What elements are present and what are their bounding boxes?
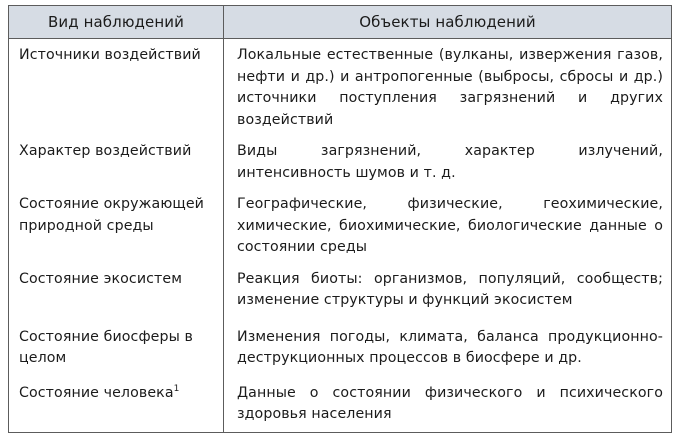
cell-objects: Изменения погоды, климата, баланса продукционно-деструкционных процессов в биосфере и др. — [224, 321, 672, 377]
table-row — [9, 321, 672, 377]
cell-kind: Состояние биосферы в целом — [9, 321, 224, 377]
table-row — [9, 135, 672, 188]
cell-objects: Локальные естественные (вулканы, извержения газов, нефти и др.) и антропогенные (выбросы, сбросы и др.) источники поступления загрязнений и других воздействий — [224, 39, 672, 136]
observations-table — [8, 5, 672, 433]
cell-kind-text: Состояние человека — [19, 384, 174, 401]
cell-objects: Географические, физические, геохимические, химические, биохимические, биологические данные о состоянии среды — [224, 188, 672, 263]
cell-kind: Состояние экосистем — [9, 263, 224, 321]
table-row — [9, 39, 672, 136]
footnote-marker: 1 — [173, 383, 180, 394]
cell-kind — [9, 377, 224, 433]
table-header-row — [9, 6, 672, 39]
table-row — [9, 188, 672, 263]
table-row — [9, 377, 672, 433]
column-header-objects: Объекты наблюдений — [224, 6, 672, 39]
cell-objects: Реакция биоты: организмов, популяций, сообществ; изменение структуры и функций экосистем — [224, 263, 672, 321]
cell-kind: Характер воздействий — [9, 135, 224, 188]
cell-kind: Источники воздействий — [9, 39, 224, 136]
cell-kind: Состояние окружающей природной среды — [9, 188, 224, 263]
cell-objects: Виды загрязнений, характер излучений, интенсивность шумов и т. д. — [224, 135, 672, 188]
table-row — [9, 263, 672, 321]
column-header-kind: Вид наблюдений — [9, 6, 224, 39]
cell-objects: Данные о состоянии физического и психического здоровья населения — [224, 377, 672, 433]
